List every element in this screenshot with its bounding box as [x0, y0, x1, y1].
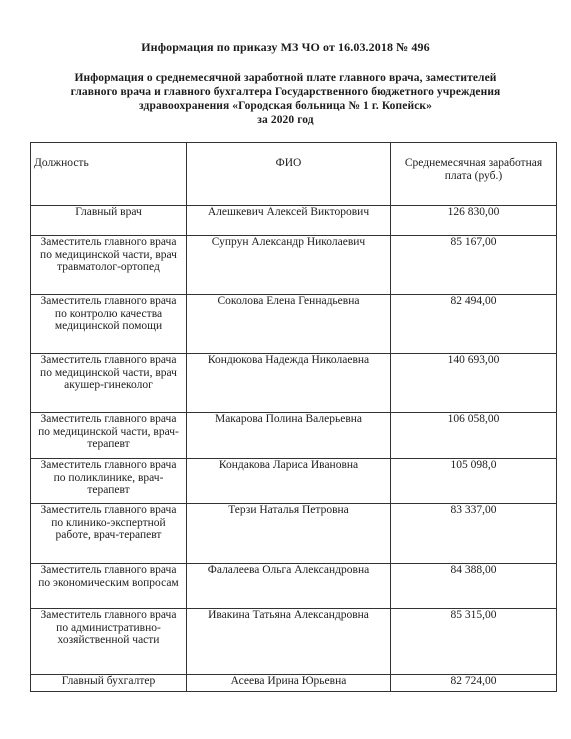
- table-row: [31, 564, 557, 609]
- table-row: [31, 354, 557, 413]
- table-row: [31, 295, 557, 354]
- cell-salary: 106 058,00: [391, 413, 557, 459]
- table-row: [31, 609, 557, 675]
- table-row: [31, 413, 557, 459]
- document-subtitle-line: здравоохранения «Городская больница № 1 г. Копейск»: [139, 100, 432, 112]
- cell-salary: 126 830,00: [391, 206, 557, 236]
- cell-salary: 82 724,00: [391, 675, 557, 692]
- cell-position: Заместитель главного врача по административно-хозяйственной части: [31, 609, 187, 675]
- cell-name: Асеева Ирина Юрьевна: [187, 675, 391, 692]
- cell-salary: 85 315,00: [391, 609, 557, 675]
- column-header-position: Должность: [31, 143, 187, 206]
- cell-name: Алешкевич Алексей Викторович: [187, 206, 391, 236]
- document-subtitle-line: главного врача и главного бухгалтера Государственного бюджетного учреждения: [70, 86, 501, 98]
- cell-position: Заместитель главного врача по контролю качества медицинской помощи: [31, 295, 187, 354]
- cell-position: Главный врач: [31, 206, 187, 236]
- cell-position: Заместитель главного врача по медицинской части, врач акушер-гинеколог: [31, 354, 187, 413]
- table-row: [31, 675, 557, 692]
- cell-salary: 82 494,00: [391, 295, 557, 354]
- cell-position: Главный бухгалтер: [31, 675, 187, 692]
- salary-table: [30, 142, 557, 692]
- cell-name: Макарова Полина Валерьевна: [187, 413, 391, 459]
- cell-name: Ивакина Татьяна Александровна: [187, 609, 391, 675]
- cell-name: Фалалеева Ольга Александровна: [187, 564, 391, 609]
- document-year: за 2020 год: [257, 114, 314, 126]
- table-row: [31, 236, 557, 295]
- cell-name: Кондюкова Надежда Николаевна: [187, 354, 391, 413]
- cell-name: Супрун Александр Николаевич: [187, 236, 391, 295]
- table-header-row: [31, 143, 557, 206]
- document-title: Информация по приказу МЗ ЧО от 16.03.2018 № 496: [141, 40, 430, 54]
- cell-name: Соколова Елена Геннадьевна: [187, 295, 391, 354]
- document-subtitle-line: Информация о среднемесячной заработной плате главного врача, заместителей: [74, 72, 497, 84]
- cell-salary: 105 098,0: [391, 459, 557, 504]
- cell-name: Терзи Наталья Петровна: [187, 504, 391, 564]
- cell-salary: 83 337,00: [391, 504, 557, 564]
- table-row: [31, 459, 557, 504]
- cell-salary: 84 388,00: [391, 564, 557, 609]
- column-header-salary: Среднемесячная заработная плата (руб.): [391, 143, 557, 206]
- cell-position: Заместитель главного врача по поликлинике, врач-терапевт: [31, 459, 187, 504]
- table-row: [31, 504, 557, 564]
- cell-position: Заместитель главного врача по медицинской части, врач-терапевт: [31, 413, 187, 459]
- cell-position: Заместитель главного врача по медицинской части, врач травматолог-ортопед: [31, 236, 187, 295]
- column-header-name: ФИО: [187, 143, 391, 206]
- cell-position: Заместитель главного врача по экономическим вопросам: [31, 564, 187, 609]
- cell-position: Заместитель главного врача по клинико-экспертной работе, врач-терапевт: [31, 504, 187, 564]
- cell-name: Кондакова Лариса Ивановна: [187, 459, 391, 504]
- cell-salary: 140 693,00: [391, 354, 557, 413]
- table-row: [31, 206, 557, 236]
- cell-salary: 85 167,00: [391, 236, 557, 295]
